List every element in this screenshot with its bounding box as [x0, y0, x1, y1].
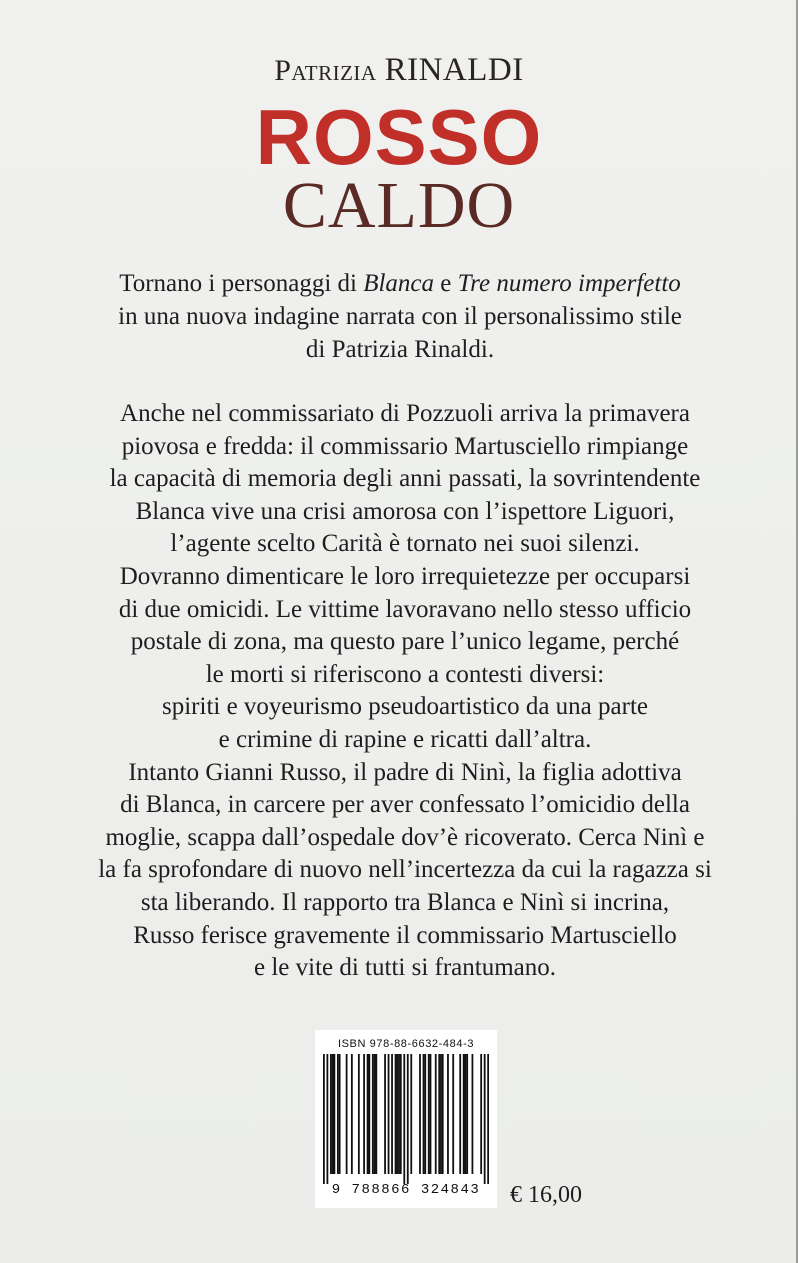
barcode-bar	[435, 1054, 437, 1174]
author-first-name: Patrizia	[274, 54, 377, 87]
synopsis-line: piovosa e fredda: il commissario Martusciello rimpiange	[121, 432, 689, 460]
synopsis-line: la fa sprofondare di nuovo nell’incertezza da cui la ragazza si	[98, 856, 712, 884]
barcode-bar	[391, 1054, 393, 1174]
intro-text: Tornano i personaggi di	[119, 270, 364, 297]
intro-line-3: di Patrizia Rinaldi.	[305, 336, 495, 363]
barcode-bar	[337, 1054, 339, 1174]
synopsis-line: Anche nel commissariato di Pozzuoli arriva la primavera	[120, 400, 690, 427]
barcode-bar	[372, 1054, 374, 1174]
barcode-bar	[440, 1054, 442, 1174]
barcode-icon	[323, 1054, 489, 1184]
book-title-tre-numero: Tre numero imperfetto	[457, 270, 681, 297]
barcode-bar	[452, 1054, 454, 1174]
title-line-2: CALDO	[282, 169, 516, 242]
barcode-bar	[459, 1054, 461, 1174]
synopsis-line: di due omicidi. Le vittime lavoravano nello stesso ufficio	[118, 595, 692, 623]
barcode-bar	[388, 1054, 390, 1174]
synopsis-line: l’agente scelto Carità è tornato nei suoi silenzi.	[170, 530, 640, 558]
barcode-bar	[396, 1054, 398, 1174]
barcode-box	[315, 1030, 497, 1208]
barcode-bar	[430, 1054, 432, 1174]
barcode-bar	[480, 1054, 482, 1174]
barcode-bar	[332, 1054, 334, 1174]
barcode-bar	[400, 1054, 402, 1174]
barcode-bar	[410, 1054, 412, 1174]
barcode-bar	[465, 1054, 467, 1174]
synopsis-line: di Blanca, in carcere per aver confessato l’omicidio della	[120, 791, 690, 819]
barcode-bar	[424, 1054, 426, 1174]
barcode-bar	[330, 1054, 332, 1174]
synopsis-line: Russo ferisce gravemente il commissario Martusciello	[133, 921, 677, 949]
synopsis-line: moglie, scappa dall’ospedale dov’è ricoverato. Cerca Ninì e	[105, 823, 705, 851]
barcode-bar	[463, 1054, 465, 1174]
barcode-bar	[403, 1054, 405, 1184]
barcode-bar	[384, 1054, 386, 1174]
synopsis-paragraph	[80, 398, 730, 985]
book-title-blanca: Blanca	[363, 270, 435, 297]
barcode-bar	[367, 1054, 369, 1174]
intro-paragraph	[60, 267, 740, 366]
barcode-bar	[395, 1054, 397, 1174]
barcode-bar	[447, 1054, 449, 1174]
barcode-bar	[423, 1054, 425, 1174]
synopsis-line: e crimine di rapine e ricatti dall’altra.	[218, 725, 592, 753]
barcode-bar	[326, 1054, 328, 1184]
ean-number: 9 788866 324843	[331, 1182, 481, 1198]
isbn-label: ISBN 978-88-6632-484-3	[337, 1038, 475, 1050]
author-last-name: RINALDI	[384, 52, 524, 88]
synopsis-line: le morti si riferiscono a contesti diversi:	[205, 660, 605, 688]
barcode-bar	[351, 1054, 353, 1174]
barcode-bar	[487, 1054, 489, 1184]
synopsis-line: postale di zona, ma questo pare l’unico legame, perché	[130, 628, 680, 656]
barcode-bar	[472, 1054, 474, 1174]
barcode-bar	[428, 1054, 430, 1174]
barcode-bar	[368, 1054, 370, 1174]
synopsis-line: e le vite di tutti si frantumano.	[253, 954, 556, 982]
intro-line-2: in una nuova indagine narrata con il personalissimo stile	[118, 303, 682, 330]
barcode-bar	[339, 1054, 341, 1174]
barcode-bar	[374, 1054, 376, 1174]
barcode-bar	[346, 1054, 348, 1174]
price-label: € 16,00	[510, 1182, 582, 1208]
synopsis-line: Blanca vive una crisi amorosa con l’ispettore Liguori,	[135, 497, 675, 525]
barcode-bar	[407, 1054, 409, 1184]
barcode-bar	[358, 1054, 360, 1174]
synopsis-line: sta liberando. Il rapporto tra Blanca e Ninì si incrina,	[140, 888, 670, 916]
barcode-bar	[442, 1054, 444, 1174]
barcode-bar	[438, 1054, 440, 1174]
title-line-1: ROSSO	[255, 93, 543, 181]
synopsis-line: Intanto Gianni Russo, il padre di Ninì, la figlia adottiva	[128, 758, 682, 786]
barcode-bar	[363, 1054, 365, 1174]
synopsis-line: spiriti e voyeurismo pseudoartistico da una parte	[162, 693, 648, 721]
barcode-bar	[484, 1054, 486, 1184]
barcode-bar	[323, 1054, 325, 1184]
author-name	[0, 52, 798, 89]
barcode-bar	[466, 1054, 468, 1174]
barcode-bar	[419, 1054, 421, 1174]
barcode-bar	[398, 1054, 400, 1174]
barcode-bar	[333, 1054, 335, 1174]
synopsis-line: la capacità di memoria degli anni passati, la sovrintendente	[109, 465, 701, 493]
intro-text: e	[434, 270, 458, 297]
intro-line-1	[60, 267, 740, 300]
barcode-bar	[375, 1054, 377, 1174]
synopsis-line: Dovranno dimenticare le loro irrequietezze per occuparsi	[119, 562, 691, 590]
